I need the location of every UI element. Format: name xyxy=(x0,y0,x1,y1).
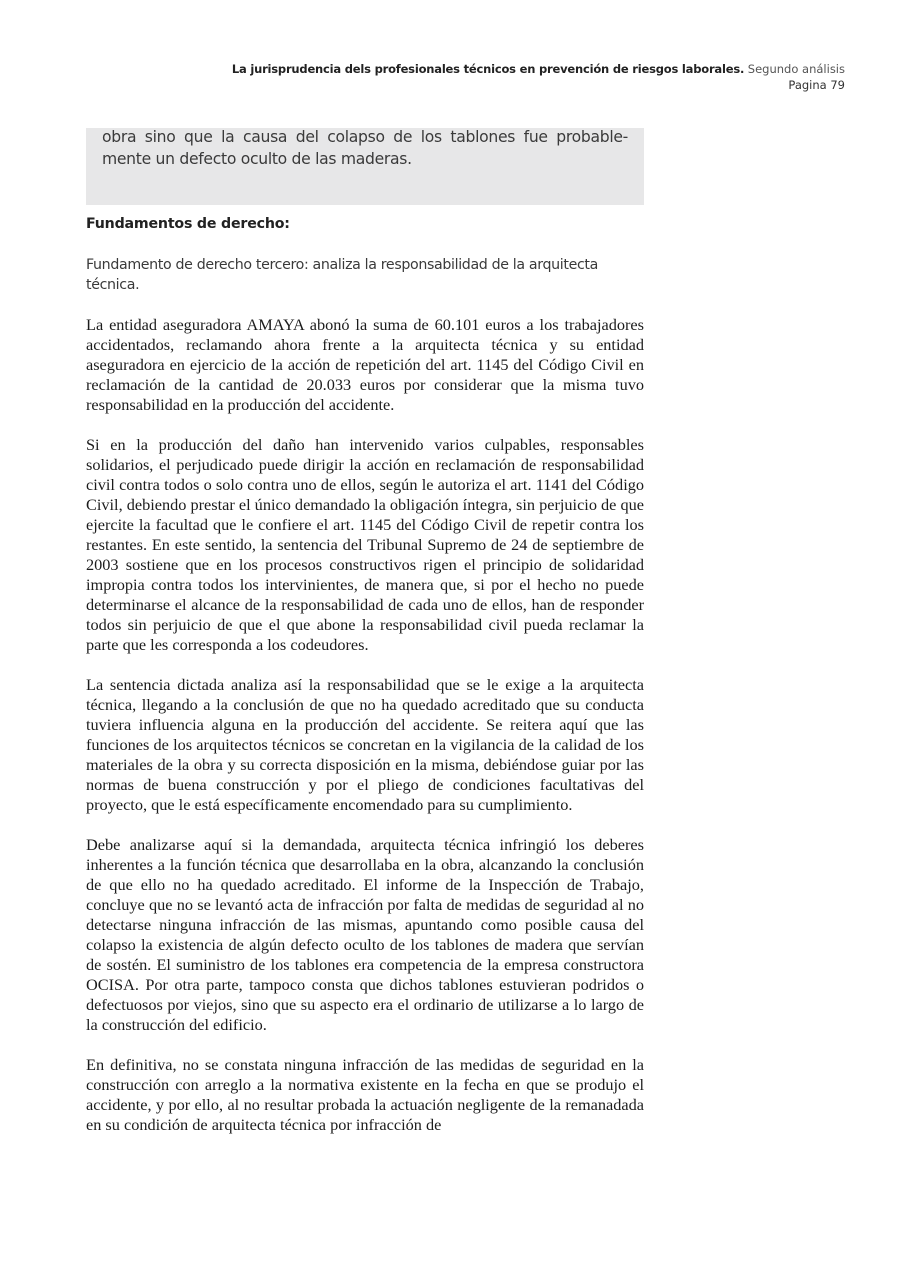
paragraph-2: Si en la producción del daño han intervenido varios culpables, responsables solidarios, el perjudicado puede dirigir la acción en reclamación de responsabilidad civil contra todos o solo contra uno de ellos, según le autoriza el art. 1141 del Código Civil, debiendo prestar el único demandado la obligación íntegra, sin perjuicio de que ejercite la facultad que le confiere el art. 1145 del Código Civil de repetir contra los restantes. En este sentido, la sentencia del Tribunal Supremo de 24 de septiembre de 2003 sostiene que en los procesos constructivos rigen el principio de solidaridad impropia contra todos los intervinientes, de manera que, si por el hecho no puede determinarse el alcance de la responsabilidad de cada uno de ellos, han de responder todos sin perjuicio de que el que abone la responsabilidad civil pueda reclamar la parte que les corresponda a los codeudores. xyxy=(86,435,644,654)
quote-text: obra sino que la causa del colapso de los tablones fue probable-mente un defecto oculto de las maderas. xyxy=(102,128,628,168)
section-heading: Fundamentos de derecho: xyxy=(86,216,290,232)
header-title: La jurisprudencia dels profesionales técnicos en prevención de riesgos laborales. xyxy=(231,62,745,76)
page-number: Pagina 79 xyxy=(788,78,845,92)
section-intro: Fundamento de derecho tercero: analiza la responsabilidad de la arquitecta técnica. xyxy=(86,257,598,293)
paragraph-3: La sentencia dictada analiza así la responsabilidad que se le exige a la arquitecta técnica, llegando a la conclusión de que no ha quedado acreditado que su conducta tuviera influencia alguna en la producción del accidente. Se reitera aquí que las funciones de los arquitectos técnicos se concretan en la vigilancia de la calidad de los materiales de la obra y su correcta disposición en la misma, debiéndose guiar por las normas de buena construcción y por el pliego de condiciones facultativas del proyecto, que le está específicamente encomendado para su cumplimiento. xyxy=(86,675,644,814)
running-header xyxy=(232,61,845,93)
paragraph-4: Debe analizarse aquí si la demandada, arquitecta técnica infringió los deberes inherentes a la función técnica que desarrollaba en la obra, alcanzando la conclusión de que ello no ha quedado acreditado. El informe de la Inspección de Trabajo, concluye que no se levantó acta de infracción por falta de medidas de seguridad al no detectarse ninguna infracción de las mismas, apuntando como posible causa del colapso la existencia de algún defecto oculto de los tablones de madera que servían de sostén. El suministro de los tablones era competencia de la empresa constructora OCISA. Por otra parte, tampoco consta que dichos tablones estuvieran podridos o defectuosos por viejos, sino que su aspecto era el ordinario de utilizarse a lo largo de la construcción del edificio. xyxy=(86,835,644,1034)
paragraph-1: La entidad aseguradora AMAYA abonó la suma de 60.101 euros a los trabajadores accidentados, reclamando ahora frente a la arquitecta técnica y su entidad aseguradora en ejercicio de la acción de repetición del art. 1145 del Código Civil en reclamación de la cantidad de 20.033 euros por considerar que la misma tuvo responsabilidad en la producción del accidente. xyxy=(86,315,644,414)
quote-box xyxy=(86,128,644,205)
main-content xyxy=(86,210,644,1135)
header-subtitle: Segundo análisis xyxy=(747,62,845,76)
paragraph-5: En definitiva, no se constata ninguna infracción de las medidas de seguridad en la construcción con arreglo a la normativa existente en la fecha en que se produjo el accidente, y por ello, al no resultar probada la actuación negligente de la remanadada en su condición de arquitecta técnica por infracción de xyxy=(86,1055,644,1134)
header-line xyxy=(232,61,845,77)
